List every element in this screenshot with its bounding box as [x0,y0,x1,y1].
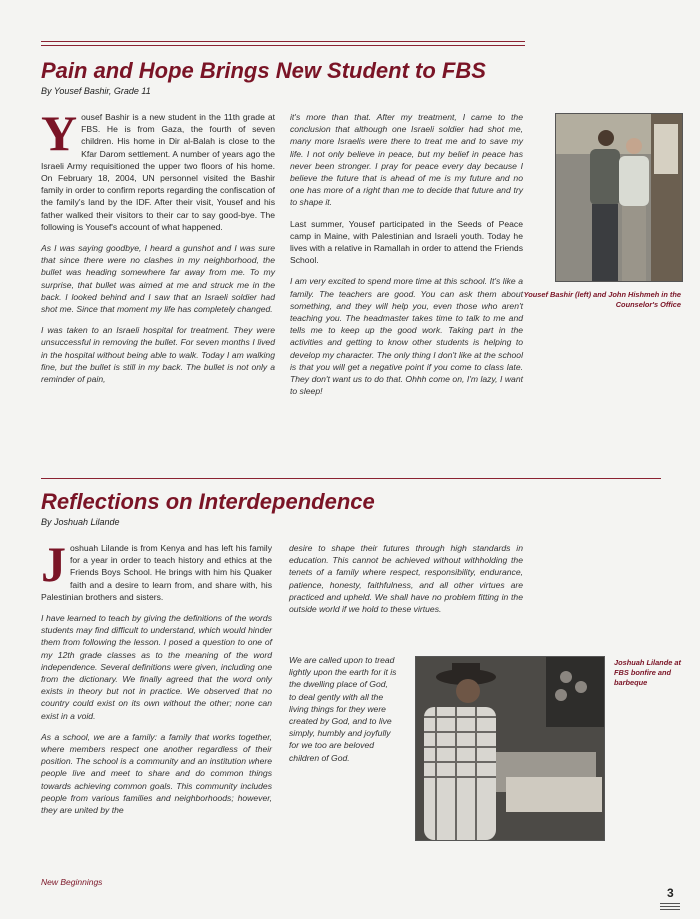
article1-col1 [41,105,275,394]
page-number-rule [660,903,680,904]
article1-photo [555,113,683,282]
article1-caption: Yousef Bashir (left) and John Hishmeh in the Counselor's Office [523,290,681,309]
article2-p2: I have learned to teach by giving the definitions of the words students may find difficult to understand, which would hinder them from following the lesson. I posed a question to one of my 12th grade classes as to the meaning of the word independence. Several definitions were given, including one from the dictionary. We finally agreed that the word only exists in theory but not in practice. We observed that no country could exist on its own without the other; none can exist in a void. [41,613,272,721]
dropcap: J [41,536,66,592]
article2-col2-narrow [289,654,397,773]
article2-p3: As a school, we are a family: a family that works together, where members respect one another regardless of their position. The school is a community and an institution where people live and meet to share and do common things towards achieving common goals. This community includes people from various families and neighborhoods; however, they are united by the [41,731,272,816]
article1-col2 [290,111,523,406]
article1-byline: By Yousef Bashir, Grade 11 [41,86,151,96]
article2-title: Reflections on Interdependence [41,489,375,514]
top-rule [41,41,525,42]
article1-title: Pain and Hope Brings New Student to FBS [41,58,486,83]
page-number-rule [660,906,680,907]
article2-p5: We are called upon to tread lightly upon the earth for it is the dwelling place of God, to deal gently with all the living things for they were created by God, and to live simply, humbly and joyfully for we too are beloved children of God. [289,655,397,763]
footer-publication: New Beginnings [41,877,103,887]
article1-p2: As I was saying goodbye, I heard a gunshot and I was sure that since there were no clashes in my neighborhood, the bullet was heading somewhere far away from me. To my surprise, that bullet was aimed at me and struck me in the back. I looked behind and I saw that an Israeli soldier had shot me. Since that moment my life has completely changed. [41,243,275,315]
page-number: 3 [667,886,674,900]
article2-p1: oshuah Lilande is from Kenya and has left his family for a year in order to teach history and ethics at the Friends Boys School. He brings with him his Quaker faith and a desire to learn from, and share with, his Palestinian brothers and sisters. [41,543,272,602]
article2-byline: By Joshuah Lilande [41,517,120,527]
article1-p1: ousef Bashir is a new student in the 11th grade at FBS. He is from Gaza, the fourth of seven children. His home in Dir al-Balah is close to the Kfar Darom settlement. A number of years ago the Israeli Army requisitioned the upper two floors of his home. On February 18, 2004, UN personnel visited the Bashir family in order to confirm reports regarding the confiscation of the family's land by the IDF. After their visit, Yousef and his father walked their visitors to their car to say good-bye. The following is Yousef's account of what happened. [41,112,275,232]
article1-p6: I am very excited to spend more time at this school. It's like a family. The teachers are good. You can ask them about something, and they will help you, even those who aren't teaching you. The headmaster takes time to talk to me and tells me to keep up the good work. Taking part in the activities and getting to know other students is helping to develop my character. The only thing I don't like at the school is that you will get a negative point if you come to class late. They don't want us to do that. Ohhh come on, I'm lazy, I want to sleep! [290,276,523,397]
article2-caption: Joshuah Lilande at FBS bonfire and barbeque [614,658,681,687]
page-number-rule [660,909,680,910]
article1-p5: Last summer, Yousef participated in the Seeds of Peace camp in Maine, with Palestinian and Israeli youth. Today he lives with a relative in Ramallah in order to attend the Friends School. [290,218,523,266]
section-rule [41,478,661,479]
article2-photo [415,656,605,841]
dropcap: Y [41,105,78,161]
article2-col2-top [289,542,523,624]
article2-p4: desire to shape their futures through high standards in education. This cannot be achieved without withholding the tenets of a family where respect, responsibility, endurance, patience, honesty, faithfulness, and all other virtues are practiced and upheld. We shall have no problem fitting in the outside world if we hold to these virtues. [289,543,523,615]
article1-p3: I was taken to an Israeli hospital for treatment. They were unsuccessful in removing the bullet. For seven months I lived in the hospital without being able to walk. Today I am walking fine, but the bullet is still in my back. The bullet is not only a reminder of pain, [41,325,275,385]
article1-p4: it's more than that. After my treatment, I came to the conclusion that although one Israeli soldier had shot me, many more Israelis were there to treat me and to save my life. I not only believe in peace, but my belief in peace has never been stronger. I pray for peace every day because I believe the future that is ahead of me is my future and no one has more of a right than me to decide that future and try to shape it. [290,112,523,208]
top-rule-2 [41,45,525,46]
article2-col1 [41,536,272,825]
